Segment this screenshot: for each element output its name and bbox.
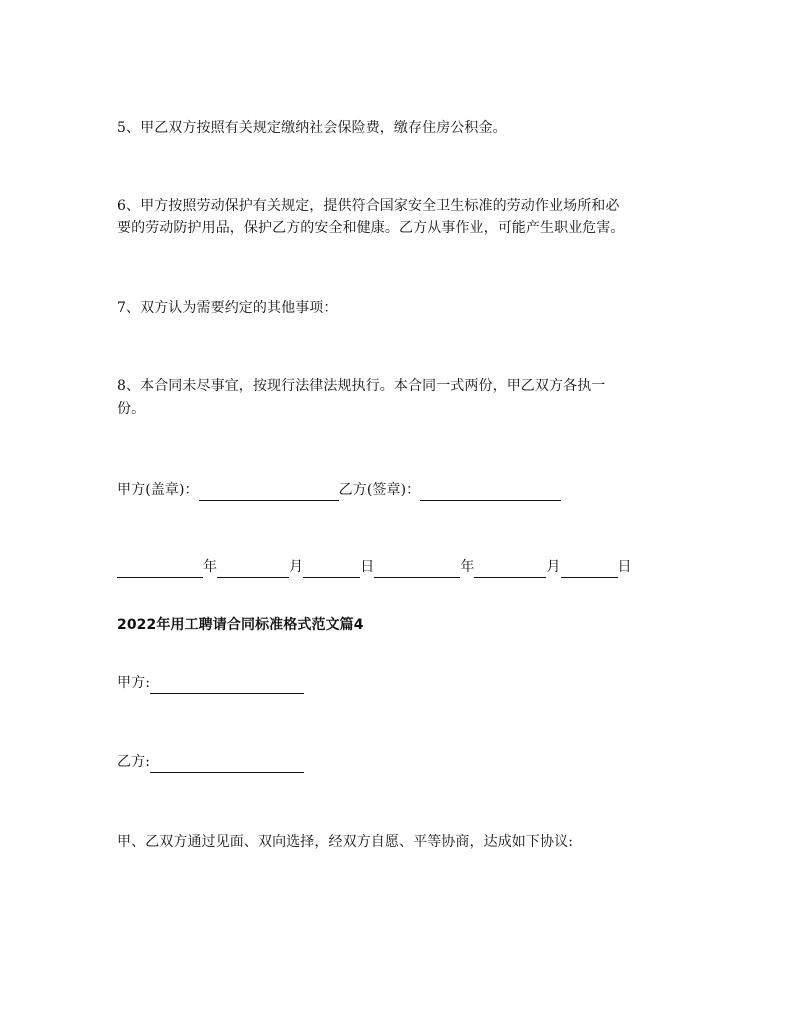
party-a-year-label: 年 [203,559,218,575]
clause-8-line-2: 份。 [117,401,146,417]
party-a-month-blank[interactable] [217,562,289,578]
section-4-title: 2022年用工聘请合同标准格式范文篇4 [117,617,364,633]
party-b-year-label: 年 [460,559,475,575]
party-b-seal-label: 乙方(签章)： [338,482,421,498]
party-b-seal-blank[interactable] [420,485,561,501]
clause-8-line-1: 8、本合同未尽事宜，按现行法律法规执行。本合同一式两份，甲乙双方各执一 [117,378,606,394]
section-4-party-a-row [117,672,304,694]
party-a-seal-blank[interactable] [199,485,339,501]
clause-6-line-2: 要的劳动防护用品，保护乙方的安全和健康。乙方从事作业，可能产生职业危害。 [117,220,625,236]
section-4-party-b-label: 乙方: [117,754,151,770]
party-a-day-blank[interactable] [303,562,360,578]
date-row [117,556,632,578]
signature-row [117,479,561,501]
section-4-party-b-blank[interactable] [150,757,304,773]
party-b-month-blank[interactable] [474,562,546,578]
section-4-party-a-blank[interactable] [150,678,304,694]
section-4-party-b-row [117,751,304,773]
clause-5: 5、甲乙双方按照有关规定缴纳社会保险费，缴存住房公积金。 [117,120,507,136]
agreement-intro: 甲、乙双方通过见面、双向选择，经双方自愿、平等协商，达成如下协议: [117,834,574,850]
party-a-day-label: 日 [360,559,375,575]
party-b-month-label: 月 [546,559,561,575]
party-a-seal-label: 甲方(盖章)： [117,482,199,498]
party-b-year-blank[interactable] [374,562,460,578]
party-b-day-blank[interactable] [561,562,618,578]
party-a-month-label: 月 [289,559,304,575]
section-4-party-a-label: 甲方: [117,675,151,691]
party-b-day-label: 日 [617,559,632,575]
clause-7: 7、双方认为需要约定的其他事项： [117,300,338,316]
party-a-year-blank[interactable] [117,562,203,578]
clause-6-line-1: 6、甲方按照劳动保护有关规定，提供符合国家安全卫生标准的劳动作业场所和必 [117,198,620,214]
